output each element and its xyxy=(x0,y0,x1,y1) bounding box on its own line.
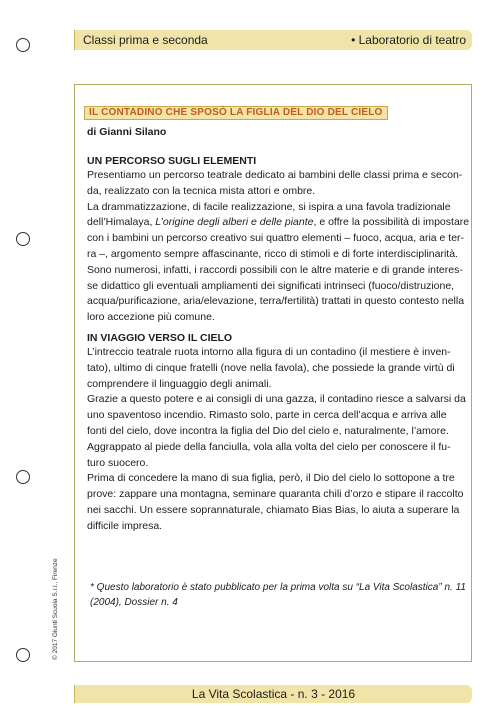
header-class-label: Classi prima e seconda xyxy=(83,33,208,47)
section-heading-journey: IN VIAGGIO VERSO IL CIELO xyxy=(87,332,233,344)
section-body-journey xyxy=(87,345,466,535)
binder-hole-top xyxy=(16,38,30,52)
article-title: IL CONTADINO CHE SPOSÒ LA FIGLIA DEL DIO DEL CIELO xyxy=(84,106,388,120)
footer-issue-label: La Vita Scolastica - n. 3 - 2016 xyxy=(191,687,356,701)
body-line: Prima di concedere la mano di sua figlia, però, il Dio del cielo lo sottopone a tre xyxy=(87,472,455,485)
body-line: dell’Himalaya, L’origine degli alberi e delle piante, e offre la possibilità di impostare xyxy=(87,216,470,229)
body-line: uno spaventoso incendio. Rimasto solo, parte in cerca dell’acqua e arriva alle xyxy=(87,409,447,422)
binder-hole-lower xyxy=(16,470,30,484)
body-line: difficile impresa. xyxy=(87,519,163,532)
body-line: Presentiamo un percorso teatrale dedicato ai bambini delle classi prima e secon- xyxy=(87,169,463,181)
body-line: da, realizzato con la tecnica mista attori e ombre. xyxy=(87,184,316,197)
body-line: nei sacchi. Un essere soprannaturale, chiamato Bias Bias, lo aiuta a superare la xyxy=(87,503,460,516)
header-section-label: • Laboratorio di teatro xyxy=(351,33,466,47)
footnote-line: * Questo laboratorio è stato pubblicato per la prima volta su “La Vita Scolastica” n. 11 xyxy=(90,582,466,593)
body-line: fonti del cielo, dove incontra la figlia del Dio del cielo e, naturalmente, l’amore. xyxy=(87,424,449,437)
body-line: Sono numerosi, infatti, i raccordi possibili con le altre materie e di grande interes- xyxy=(87,263,463,276)
body-line: se didattico gli eventuali ampliamenti dei significati intrinseci (fuoco/distruzione, xyxy=(87,279,455,292)
body-line: L’intreccio teatrale ruota intorno alla figura di un contadino (il mestiere è inven- xyxy=(87,346,451,358)
body-line: loro accezione più comune. xyxy=(87,311,215,324)
binder-hole-middle xyxy=(16,232,30,246)
page-footer xyxy=(74,685,472,703)
footnote xyxy=(90,580,466,610)
body-line: acqua/purificazione, aria/elevazione, terra/fertilità) trattati in questo contesto nella xyxy=(87,295,465,308)
body-line: ra –, argomento sempre affascinante, ricco di stimoli e di forte interdisciplinarità. xyxy=(87,247,458,260)
body-line: Grazie a questo potere e ai consigli di una gazza, il contadino riesce a salvarsi da xyxy=(87,393,466,406)
page-header xyxy=(74,30,472,50)
footnote-line: (2004), Dossier n. 4 xyxy=(90,597,178,608)
binder-hole-bottom xyxy=(16,648,30,662)
body-line: turo suocero. xyxy=(87,456,149,469)
body-line: con i bambini un percorso creativo sui quattro elementi – fuoco, acqua, aria e ter- xyxy=(87,232,465,245)
section-body-elements xyxy=(87,168,470,326)
body-line: comprendere il linguaggio degli animali. xyxy=(87,377,272,390)
section-heading-elements: UN PERCORSO SUGLI ELEMENTI xyxy=(87,155,257,167)
body-line: La drammatizzazione, di facile realizzazione, si ispira a una favola tradizionale xyxy=(87,200,451,213)
body-line: Aggrappato al piede della fanciulla, vola alla volta del cielo per conoscere il fu- xyxy=(87,440,451,453)
article-author: di Gianni Silano xyxy=(87,126,167,138)
body-line: tato), ultimo di cinque fratelli (nove nella favola), che possiede la grande virtù di xyxy=(87,361,455,374)
body-line: prove: zappare una montagna, seminare quaranta chili d’orzo e stipare il raccolto xyxy=(87,488,464,501)
copyright-notice: © 2017 Giunti Scuola S.r.l., Firenze xyxy=(52,558,59,660)
